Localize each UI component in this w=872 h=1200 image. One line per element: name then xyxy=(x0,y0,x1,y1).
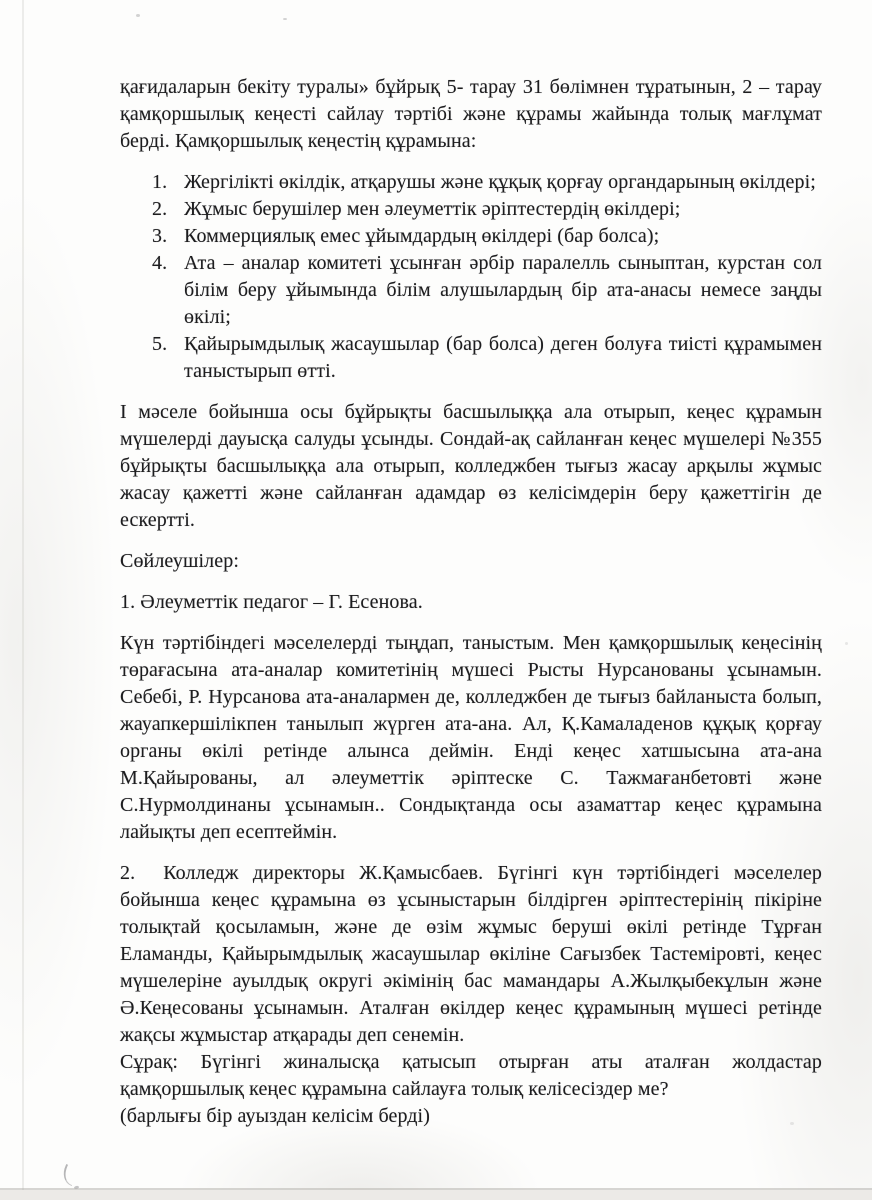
list-item-text: Қайырымдылық жасаушылар (бар болса) деген болуға тиісті құрамымен таныстырып өтті. xyxy=(184,333,822,382)
speaker1-speech-paragraph: Күн тәртібіндегі мәселелерді тыңдап, таныстым. Мен қамқоршылық кеңесінің төрағасына ата-аналар комитетінің мүшесі Рысты Нурсанованы ұсынамын. Себебі, Р. Нурсанова ата-аналармен де, колледжбен де тығыз байланыста болып, жауапкершілікпен танылып жүрген ата-ана. Ал, Қ.Камаладенов құқық қорғау органы өкілі ретінде алынса деймін. Енді кеңес хатшысына ата-ана М.Қайырованы, ал әлеуметтік әріптеске С. Тажмағанбетовті және С.Нурмолдинаны ұсынамын.. Сондықтанда осы азаматтар кеңес құрамына лайықты деп есептеймін. xyxy=(120,632,822,843)
list-item-text: Жергілікті өкілдік, атқарушы және құқық қорғау органдарының өкілдері; xyxy=(184,171,816,193)
speaker2-speech-paragraph xyxy=(120,860,822,1049)
scan-speck xyxy=(845,642,848,645)
list-item-number: 5. xyxy=(152,333,168,355)
scan-smudge-mark xyxy=(59,1164,79,1186)
list-item-number: 3. xyxy=(152,225,168,247)
issue-resolution-paragraph: І мәселе бойынша осы бұйрықты басшылыққа ала отырып, кеңес құрамын мүшелерді дауысқа салуды ұсынды. Сондай-ақ сайланған кеңес мүшелері №355 бұйрықты басшылыққа ала отырып, колледжбен тығыз жасау арқылы жұмыс жасау қажетті және сайланған адамдар өз келісімдерін беру қажеттігін де ескертті. xyxy=(120,401,822,531)
answer-line: (барлығы бір ауыздан келісім берді) xyxy=(120,1105,430,1127)
scan-background-strip xyxy=(0,1190,872,1200)
list-item xyxy=(152,169,822,196)
speaker1-intro-line: 1. Әлеуметтік педагог – Г. Есенова. xyxy=(120,591,423,613)
list-item-number: 2. xyxy=(152,198,168,220)
scan-speck xyxy=(790,1122,794,1125)
list-item-text: Ата – аналар комитеті ұсынған әрбір паралелль сыныптан, курстан сол білім беру ұйымында білім алушылардың бір ата-анасы немесе заңды өкілі; xyxy=(184,252,822,328)
council-composition-list xyxy=(152,169,822,385)
speaker2-speech-text: Колледж директоры Ж.Қамысбаев. Бүгінгі күн тәртібіндегі мәселелер бойынша кеңес құрамына өз ұсыныстарын білдірген әріптестерінің пікіріне толықтай қосыламын, және де өзім жұмыс беруші өкілі ретінде Тұрған Еламанды, Қайырымдылық жасаушылар өкіліне Сағызбек Тастеміровті, кеңес мүшелеріне ауылдық округі әкімінің бас мамандары А.Жылқыбекұлын және Ә.Кеңесованы ұсынамын. Аталған өкілдер кеңес құрамының мүшесі ретінде жақсы жұмыстар атқарады деп сенемін. xyxy=(120,862,822,1046)
list-item xyxy=(152,223,822,250)
speakers-heading: Сөйлеушілер: xyxy=(120,550,239,572)
document-body xyxy=(120,74,822,1130)
question-line: Сұрақ: Бүгінгі жиналысқа қатысып отырған аты аталған жолдастар қамқоршылық кеңес құрамына сайлауға толық келісесіздер ме? xyxy=(120,1051,822,1100)
list-item-text: Коммерциялық емес ұйымдардың өкілдері (бар болса); xyxy=(184,225,660,247)
scan-speck xyxy=(136,14,140,17)
list-item-text: Жұмыс берушілер мен әлеуметтік әріптестердің өкілдері; xyxy=(184,198,681,220)
list-item-number: 4. xyxy=(152,252,168,274)
list-item-number: 1. xyxy=(152,171,168,193)
scan-speck xyxy=(283,18,287,20)
list-item xyxy=(152,331,822,385)
list-item xyxy=(152,250,822,331)
scan-left-edge-line xyxy=(22,0,24,1200)
speaker2-number: 2. xyxy=(120,862,136,884)
list-item xyxy=(152,196,822,223)
intro-paragraph: қағидаларын бекіту туралы» бұйрық 5- тарау 31 бөлімнен тұратынын, 2 – тарау қамқоршылық кеңесті сайлау тәртібі және құрамы жайында толық мағлұмат берді. Қамқоршылық кеңестің құрамына: xyxy=(120,76,822,152)
